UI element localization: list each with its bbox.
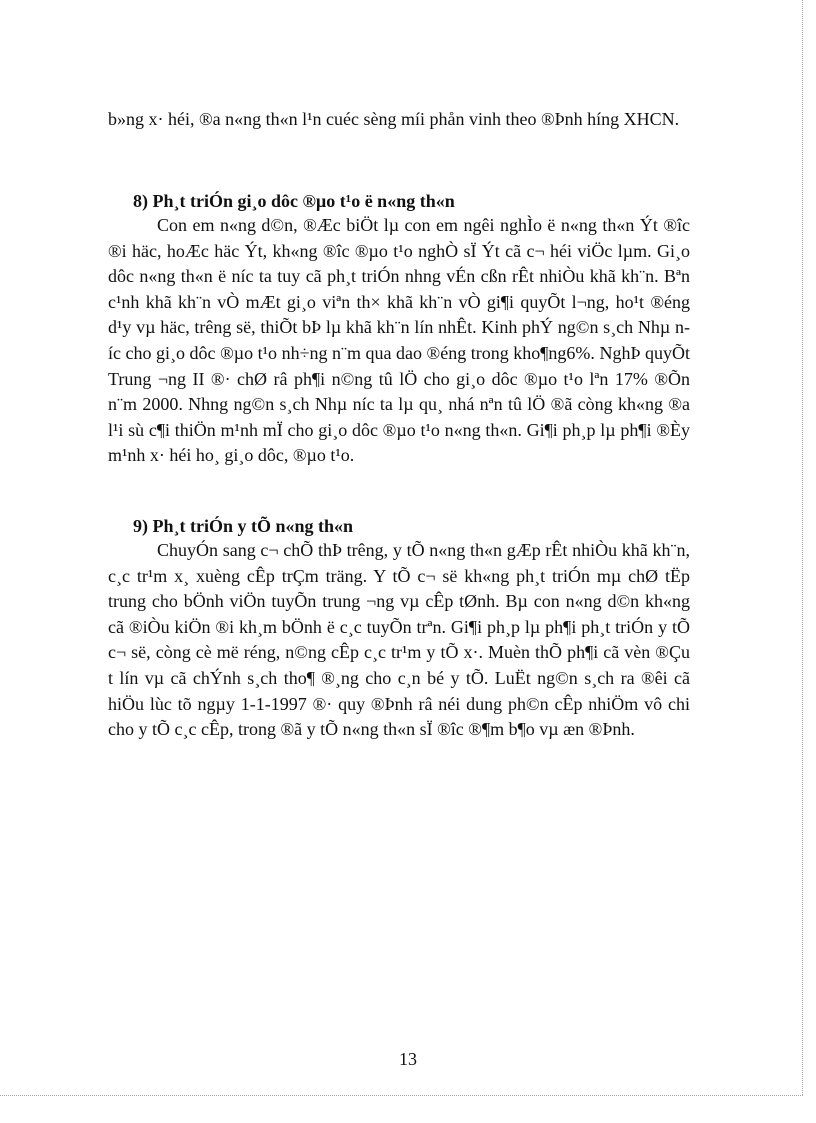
intro-paragraph: b»ng x· héi, ®a n«ng th«n l¹n cuéc sèng míi phån vinh theo ®Þnh híng XHCN. <box>108 109 680 129</box>
section-8-heading: 8) Ph¸t triÓn gi¸o dôc ®µo t¹o ë n«ng th«n <box>133 191 455 211</box>
section-8-paragraph: Con em n«ng d©n, ®Æc biÖt lµ con em ngêi nghÌo ë n«ng th«n Ýt ®îc ®i häc, hoÆc häc Ýt, kh«ng ®îc ®µo t¹o nghÒ sÏ Ýt cã c¬ héi viÖc lµm. Gi¸o dôc n«ng th«n ë níc ta tuy cã ph¸t triÓn nhng vÉn cßn rÊt nhiÒu khã kh¨n. Bªn c¹nh khã kh¨n vÒ mÆt gi¸o viªn th× khã kh¨n vÒ gi¶i quyÕt l¬ng, ho¹t ®éng d¹y vµ häc, trêng së, thiÕt bÞ lµ khã kh¨n lín nhÊt. Kinh phÝ ng©n s¸ch Nhµ níc cho gi¸o dôc ®µo t¹o nh÷ng n¨m qua dao ®éng trong kho¶ng6%. NghÞ quyÕt Trung ¬ng II ®· chØ râ ph¶i n©ng tû lÖ cho gi¸o dôc ®µo t¹o lªn 17% ®Õn n¨m 2000. Nhng ng©n s¸ch Nhµ níc ta lµ qu¸ nhá nªn tû lÖ ®ã còng kh«ng ®a l¹i sù c¶i thiÖn m¹nh mÏ cho gi¸o dôc ®µo t¹o n«ng th«n. Gi¶i ph¸p lµ ph¶i ®Èy m¹nh x· héi ho¸ gi¸o dôc, ®µo t¹o. <box>108 215 690 466</box>
section-9-paragraph: ChuyÓn sang c¬ chÕ thÞ trêng, y tÕ n«ng th«n gÆp rÊt nhiÒu khã kh¨n, c¸c tr¹m x¸ xuèng cÊp trÇm träng. Y tÕ c¬ së kh«ng ph¸t triÓn mµ chØ tËp trung cho bÖnh viÖn tuyÕn trung ¬ng vµ cÊp tØnh. Bµ con n«ng d©n kh«ng cã ®iÒu kiÖn ®i kh¸m bÖnh ë c¸c tuyÕn trªn. Gi¶i ph¸p lµ ph¶i ph¸t triÓn y tÕ c¬ së, còng cè më réng, n©ng cÊp c¸c tr¹m y tÕ x·. Muèn thÕ ph¶i cã vèn ®Çu t lín vµ cã chÝnh s¸ch tho¶ ®¸ng cho c¸n bé y tÕ. LuËt ng©n s¸ch ra ®êi cã hiÖu lùc tõ ngµy 1-1-1997 ®· quy ®Þnh râ néi dung ph©n cÊp nhiÖm vô chi cho y tÕ c¸c cÊp, trong ®ã y tÕ n«ng th«n sÏ ®îc ®¶m b¶o vµ æn ®Þnh. <box>108 540 690 740</box>
page-border-right <box>802 0 803 1095</box>
page-border-bottom <box>0 1095 803 1096</box>
page-number: 13 <box>399 1049 417 1069</box>
section-9-heading: 9) Ph¸t triÓn y tÕ n«ng th«n <box>133 516 354 536</box>
